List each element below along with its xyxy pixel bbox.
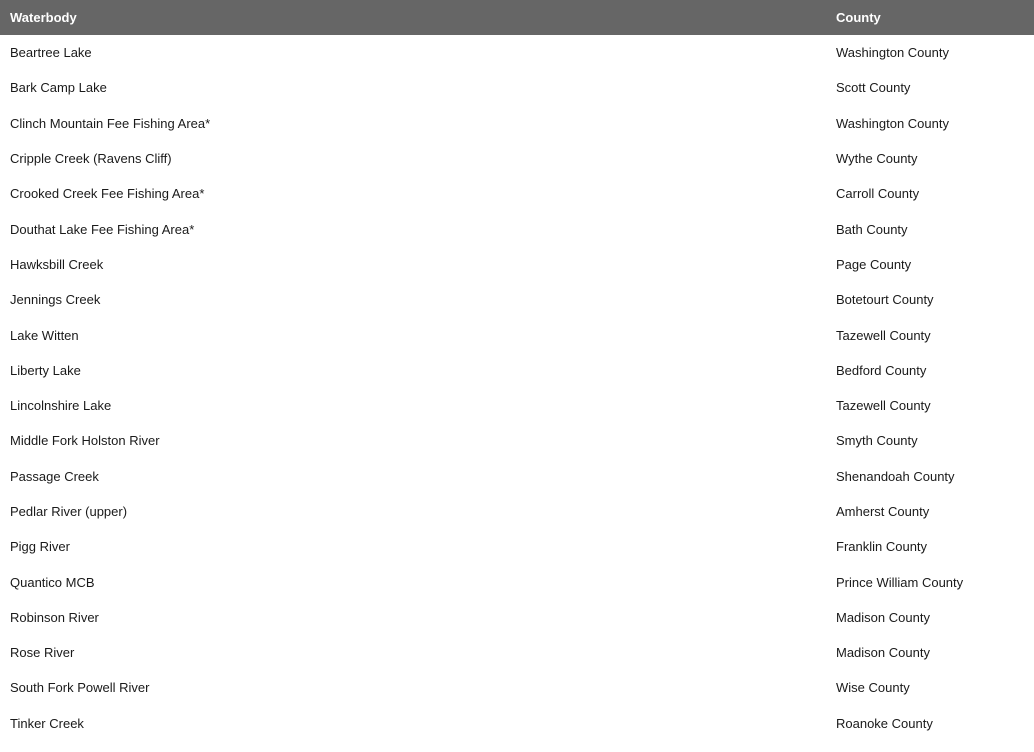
table-row [0,423,1034,458]
table-row [0,635,1034,670]
waterbody-cell: Bark Camp Lake [10,80,107,96]
waterbody-cell: Crooked Creek Fee Fishing Area* [10,186,205,202]
table-row [0,141,1034,176]
table-row [0,35,1034,70]
county-cell: Wise County [836,680,910,696]
table-row [0,247,1034,282]
waterbody-cell: Liberty Lake [10,362,81,378]
county-cell: Scott County [836,80,911,96]
county-cell: Amherst County [836,504,930,519]
table-row [0,176,1034,211]
waterbody-cell: Hawksbill Creek [10,256,104,272]
waterbody-cell: Lake Witten [10,327,79,343]
county-cell: Madison County [836,609,930,625]
waterbody-cell: Robinson River [10,609,99,625]
table-row [0,670,1034,705]
waterbody-cell: South Fork Powell River [10,680,150,696]
waterbody-cell: Middle Fork Holston River [10,433,160,449]
column-header-waterbody[interactable]: Waterbody [10,10,77,25]
waterbody-cell: Passage Creek [10,468,99,484]
waterbody-cell: Quantico MCB [10,574,95,590]
waterbody-cell: Jennings Creek [10,292,101,308]
county-cell: Carroll County [836,186,920,202]
county-cell: Washington County [836,45,949,61]
waterbody-cell: Pigg River [10,539,70,555]
waterbody-cell: Rose River [10,645,75,661]
table-row [0,564,1034,599]
waterbody-cell: Pedlar River (upper) [10,504,128,519]
table-body [0,35,1034,741]
county-cell: Smyth County [836,433,918,449]
table-row [0,353,1034,388]
table-row [0,388,1034,423]
table-row [0,106,1034,141]
county-cell: Botetourt County [836,292,934,308]
county-cell: Wythe County [836,151,918,167]
county-cell: Bedford County [836,362,927,378]
county-cell: Tazewell County [836,327,931,343]
table-row [0,600,1034,635]
table-row [0,211,1034,246]
county-cell: Franklin County [836,539,928,555]
waterbody-cell: Lincolnshire Lake [10,398,112,414]
county-cell: Bath County [836,221,908,237]
waterbody-cell: Tinker Creek [10,715,84,731]
table-row [0,459,1034,494]
county-cell: Shenandoah County [836,468,955,484]
table-row [0,529,1034,564]
header-row [0,0,1034,35]
county-cell: Tazewell County [836,398,931,414]
column-header-county[interactable]: County [836,10,881,25]
table-row [0,70,1034,105]
waterbody-cell: Cripple Creek (Ravens Cliff) [10,151,172,167]
waterbody-cell: Clinch Mountain Fee Fishing Area* [10,115,211,131]
county-cell: Roanoke County [836,715,933,731]
table-row [0,494,1034,529]
waterbody-cell: Douthat Lake Fee Fishing Area* [10,221,195,237]
county-cell: Prince William County [836,574,964,590]
county-cell: Washington County [836,115,949,131]
table-row [0,282,1034,317]
table-header [0,0,1034,35]
county-cell: Page County [836,256,912,272]
waterbody-cell: Beartree Lake [10,45,92,61]
table-row [0,317,1034,352]
table-row [0,706,1034,741]
county-cell: Madison County [836,645,930,661]
